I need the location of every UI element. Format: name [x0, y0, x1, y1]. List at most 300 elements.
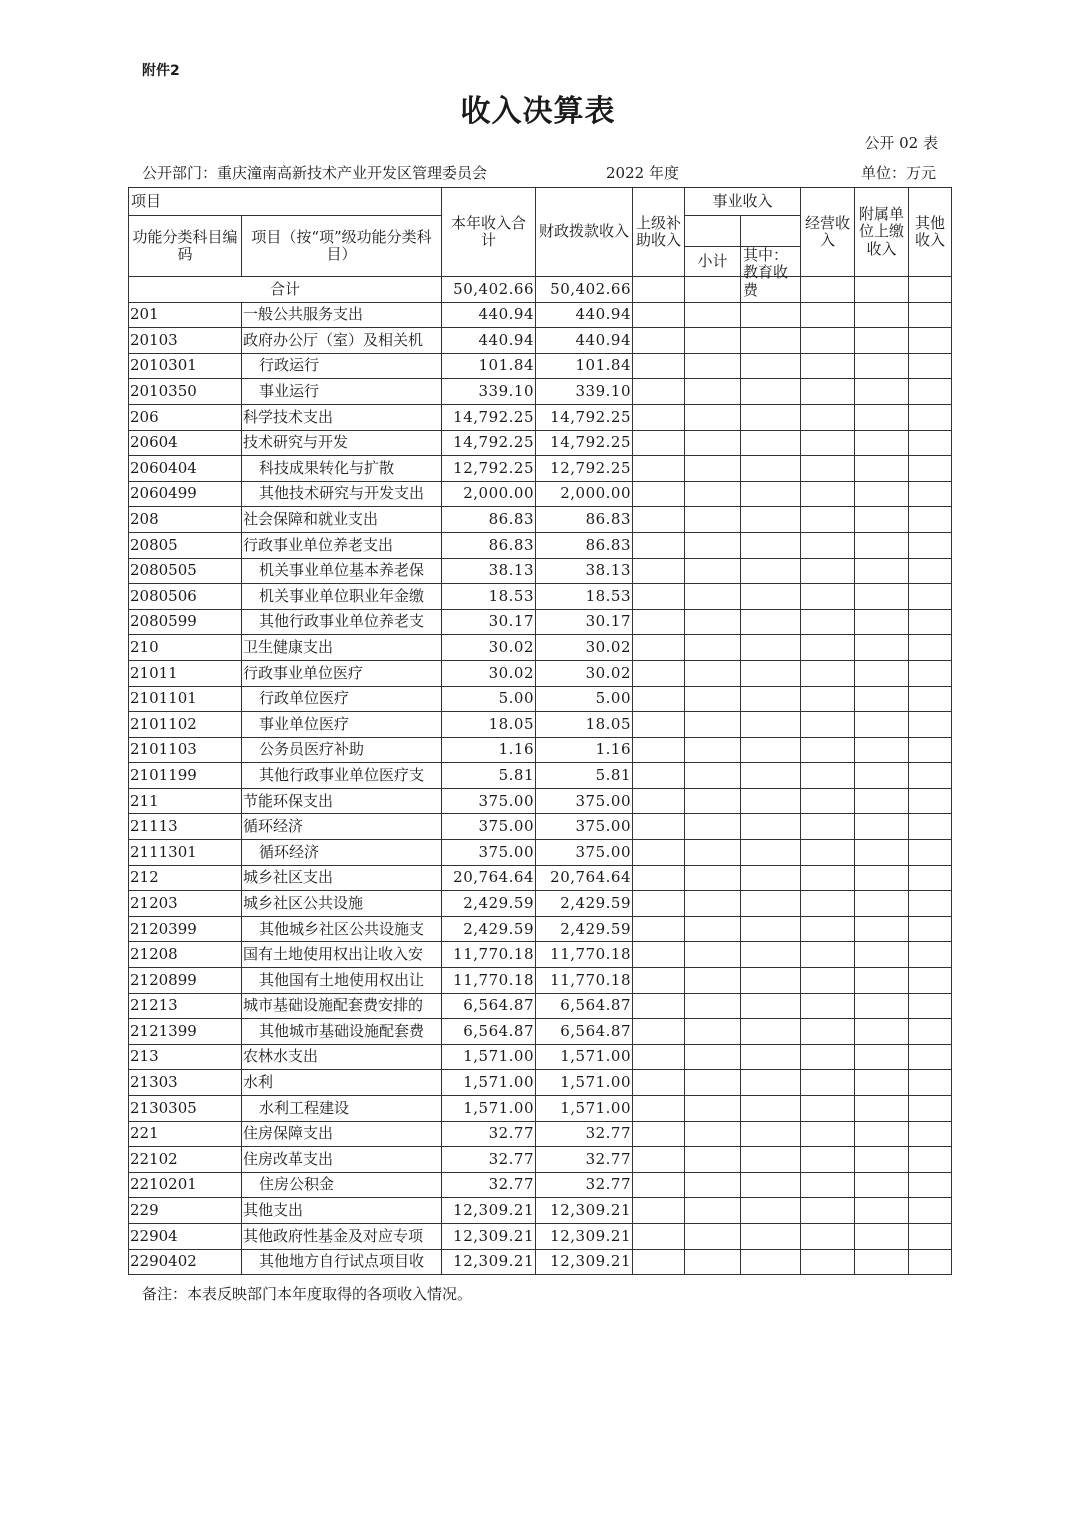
row-subtotal: [685, 660, 741, 686]
row-operating: [801, 609, 855, 635]
row-operating: [801, 507, 855, 533]
row-superior: [633, 532, 685, 558]
row-superior: [633, 1172, 685, 1198]
row-code: 208: [129, 507, 242, 533]
row-name: 循环经济: [242, 814, 442, 840]
row-operating: [801, 1147, 855, 1173]
row-superior: [633, 993, 685, 1019]
row-fiscal: 12,309.21: [536, 1223, 633, 1249]
row-affiliated: [855, 609, 909, 635]
row-code: 2101199: [129, 763, 242, 789]
table-row: [129, 737, 952, 763]
row-other: [909, 712, 952, 738]
row-affiliated: [855, 686, 909, 712]
row-affiliated: [855, 916, 909, 942]
row-edu-fee: [741, 814, 801, 840]
table-row: [129, 404, 952, 430]
row-affiliated: [855, 1019, 909, 1045]
row-other: [909, 1198, 952, 1224]
row-fiscal: 11,770.18: [536, 968, 633, 994]
row-name: 其他地方自行试点项目收: [242, 1249, 442, 1275]
row-edu-fee: [741, 507, 801, 533]
row-superior: [633, 942, 685, 968]
row-name: 其他行政事业单位养老支: [242, 609, 442, 635]
row-subtotal: [685, 430, 741, 456]
row-other: [909, 968, 952, 994]
row-name: 住房公积金: [242, 1172, 442, 1198]
row-subtotal: [685, 635, 741, 661]
row-code: 22102: [129, 1147, 242, 1173]
row-affiliated: [855, 891, 909, 917]
row-operating: [801, 891, 855, 917]
row-operating: [801, 712, 855, 738]
row-superior: [633, 558, 685, 584]
row-name: 其他政府性基金及对应专项: [242, 1223, 442, 1249]
row-subtotal: [685, 968, 741, 994]
row-superior: [633, 353, 685, 379]
row-name: 行政事业单位养老支出: [242, 532, 442, 558]
total-fiscal: 50,402.66: [536, 277, 633, 303]
row-subtotal: [685, 1096, 741, 1122]
row-affiliated: [855, 865, 909, 891]
row-superior: [633, 1223, 685, 1249]
row-name: 其他城市基础设施配套费: [242, 1019, 442, 1045]
row-total: 5.00: [442, 686, 536, 712]
total-row: [129, 277, 952, 303]
row-affiliated: [855, 1096, 909, 1122]
row-name: 科学技术支出: [242, 404, 442, 430]
row-operating: [801, 558, 855, 584]
row-edu-fee: [741, 865, 801, 891]
row-subtotal: [685, 532, 741, 558]
row-code: 2121399: [129, 1019, 242, 1045]
row-code: 213: [129, 1044, 242, 1070]
row-edu-fee: [741, 1198, 801, 1224]
table-row: [129, 456, 952, 482]
page-title: 收入决算表: [460, 94, 616, 129]
row-total: 6,564.87: [442, 993, 536, 1019]
table-row: [129, 865, 952, 891]
row-code: 20805: [129, 532, 242, 558]
row-other: [909, 328, 952, 354]
row-fiscal: 30.17: [536, 609, 633, 635]
row-name: 事业运行: [242, 379, 442, 405]
row-fiscal: 12,309.21: [536, 1249, 633, 1275]
row-operating: [801, 404, 855, 430]
row-operating: [801, 993, 855, 1019]
row-superior: [633, 302, 685, 328]
row-total: 12,792.25: [442, 456, 536, 482]
row-other: [909, 302, 952, 328]
row-name: 节能环保支出: [242, 788, 442, 814]
row-code: 2111301: [129, 840, 242, 866]
table-row: [129, 968, 952, 994]
row-affiliated: [855, 840, 909, 866]
row-operating: [801, 763, 855, 789]
table-row: [129, 1121, 952, 1147]
row-code: 2101102: [129, 712, 242, 738]
row-edu-fee: [741, 609, 801, 635]
row-name: 行政单位医疗: [242, 686, 442, 712]
row-total: 38.13: [442, 558, 536, 584]
row-edu-fee: [741, 788, 801, 814]
row-affiliated: [855, 456, 909, 482]
row-total: 440.94: [442, 302, 536, 328]
table-row: [129, 686, 952, 712]
row-subtotal: [685, 302, 741, 328]
row-superior: [633, 584, 685, 610]
row-subtotal: [685, 481, 741, 507]
row-other: [909, 507, 952, 533]
row-other: [909, 814, 952, 840]
row-subtotal: [685, 1198, 741, 1224]
row-affiliated: [855, 1249, 909, 1275]
row-other: [909, 584, 952, 610]
header-project: 项目: [129, 188, 442, 216]
row-subtotal: [685, 1070, 741, 1096]
row-superior: [633, 1147, 685, 1173]
row-edu-fee: [741, 558, 801, 584]
row-superior: [633, 328, 685, 354]
row-code: 2130305: [129, 1096, 242, 1122]
row-fiscal: 20,764.64: [536, 865, 633, 891]
row-operating: [801, 916, 855, 942]
row-operating: [801, 865, 855, 891]
row-name: 公务员医疗补助: [242, 737, 442, 763]
header-business-spacer2: [741, 216, 801, 247]
row-affiliated: [855, 712, 909, 738]
row-code: 210: [129, 635, 242, 661]
row-operating: [801, 840, 855, 866]
row-edu-fee: [741, 532, 801, 558]
row-code: 21011: [129, 660, 242, 686]
row-superior: [633, 712, 685, 738]
row-name: 科技成果转化与扩散: [242, 456, 442, 482]
row-total: 339.10: [442, 379, 536, 405]
row-fiscal: 32.77: [536, 1121, 633, 1147]
row-superior: [633, 865, 685, 891]
row-name: 技术研究与开发: [242, 430, 442, 456]
header-subtotal: 小计: [685, 247, 741, 277]
header-other: 其他收入: [909, 188, 952, 277]
row-code: 229: [129, 1198, 242, 1224]
row-total: 1,571.00: [442, 1070, 536, 1096]
row-operating: [801, 942, 855, 968]
row-code: 2080505: [129, 558, 242, 584]
row-affiliated: [855, 660, 909, 686]
row-affiliated: [855, 1121, 909, 1147]
row-superior: [633, 379, 685, 405]
row-total: 440.94: [442, 328, 536, 354]
row-total: 12,309.21: [442, 1249, 536, 1275]
table-row: [129, 788, 952, 814]
row-fiscal: 2,429.59: [536, 891, 633, 917]
table-row: [129, 1198, 952, 1224]
table-row: [129, 507, 952, 533]
row-subtotal: [685, 993, 741, 1019]
table-row: [129, 558, 952, 584]
row-superior: [633, 1198, 685, 1224]
row-fiscal: 1,571.00: [536, 1044, 633, 1070]
row-other: [909, 1249, 952, 1275]
row-fiscal: 86.83: [536, 507, 633, 533]
row-code: 2010350: [129, 379, 242, 405]
row-affiliated: [855, 1172, 909, 1198]
row-other: [909, 1147, 952, 1173]
row-operating: [801, 353, 855, 379]
row-other: [909, 1044, 952, 1070]
table-row: [129, 712, 952, 738]
row-other: [909, 1121, 952, 1147]
header-edu-fee: [741, 246, 801, 299]
row-operating: [801, 1249, 855, 1275]
row-edu-fee: [741, 712, 801, 738]
row-superior: [633, 763, 685, 789]
header-business: 事业收入: [685, 188, 801, 216]
row-code: 2120899: [129, 968, 242, 994]
header-edu-fee-text: 其中：教育收费: [743, 246, 789, 299]
row-superior: [633, 1070, 685, 1096]
row-other: [909, 379, 952, 405]
row-total: 18.53: [442, 584, 536, 610]
row-code: 2290402: [129, 1249, 242, 1275]
row-total: 1,571.00: [442, 1096, 536, 1122]
row-superior: [633, 1096, 685, 1122]
row-total: 86.83: [442, 532, 536, 558]
row-name: 机关事业单位职业年金缴: [242, 584, 442, 610]
unit-label: 单位：万元: [860, 164, 936, 182]
row-total: 6,564.87: [442, 1019, 536, 1045]
row-fiscal: 6,564.87: [536, 1019, 633, 1045]
row-superior: [633, 686, 685, 712]
row-edu-fee: [741, 763, 801, 789]
row-superior: [633, 404, 685, 430]
row-edu-fee: [741, 942, 801, 968]
row-code: 21303: [129, 1070, 242, 1096]
row-fiscal: 12,792.25: [536, 456, 633, 482]
row-other: [909, 737, 952, 763]
row-fiscal: 86.83: [536, 532, 633, 558]
row-code: 2101103: [129, 737, 242, 763]
row-total: 5.81: [442, 763, 536, 789]
row-operating: [801, 456, 855, 482]
table-row: [129, 916, 952, 942]
row-fiscal: 375.00: [536, 814, 633, 840]
row-total: 86.83: [442, 507, 536, 533]
table-row: [129, 660, 952, 686]
row-affiliated: [855, 532, 909, 558]
row-superior: [633, 968, 685, 994]
row-operating: [801, 584, 855, 610]
table-row: [129, 814, 952, 840]
row-other: [909, 763, 952, 789]
table-row: [129, 1070, 952, 1096]
row-affiliated: [855, 302, 909, 328]
row-subtotal: [685, 507, 741, 533]
row-subtotal: [685, 942, 741, 968]
row-operating: [801, 430, 855, 456]
header-total: 本年收入合计: [442, 188, 536, 277]
table-row: [129, 302, 952, 328]
row-affiliated: [855, 1147, 909, 1173]
row-total: 12,309.21: [442, 1223, 536, 1249]
row-superior: [633, 1044, 685, 1070]
row-edu-fee: [741, 328, 801, 354]
row-subtotal: [685, 404, 741, 430]
row-code: 20604: [129, 430, 242, 456]
row-code: 20103: [129, 328, 242, 354]
row-subtotal: [685, 328, 741, 354]
row-superior: [633, 737, 685, 763]
row-affiliated: [855, 635, 909, 661]
row-subtotal: [685, 1019, 741, 1045]
table-row: [129, 1044, 952, 1070]
row-fiscal: 38.13: [536, 558, 633, 584]
row-subtotal: [685, 814, 741, 840]
row-subtotal: [685, 584, 741, 610]
row-edu-fee: [741, 635, 801, 661]
table-row: [129, 532, 952, 558]
table-row: [129, 1096, 952, 1122]
row-subtotal: [685, 379, 741, 405]
row-edu-fee: [741, 1070, 801, 1096]
row-subtotal: [685, 353, 741, 379]
row-other: [909, 660, 952, 686]
row-superior: [633, 635, 685, 661]
row-subtotal: [685, 712, 741, 738]
row-total: 2,429.59: [442, 891, 536, 917]
row-superior: [633, 814, 685, 840]
row-fiscal: 440.94: [536, 302, 633, 328]
row-edu-fee: [741, 481, 801, 507]
row-total: 30.02: [442, 660, 536, 686]
row-affiliated: [855, 1198, 909, 1224]
row-superior: [633, 916, 685, 942]
row-subtotal: [685, 558, 741, 584]
row-other: [909, 1223, 952, 1249]
row-superior: [633, 891, 685, 917]
row-subtotal: [685, 686, 741, 712]
row-total: 375.00: [442, 814, 536, 840]
row-subtotal: [685, 737, 741, 763]
row-other: [909, 686, 952, 712]
row-other: [909, 942, 952, 968]
row-subtotal: [685, 916, 741, 942]
row-name: 一般公共服务支出: [242, 302, 442, 328]
row-fiscal: 18.05: [536, 712, 633, 738]
row-operating: [801, 302, 855, 328]
row-total: 1,571.00: [442, 1044, 536, 1070]
row-operating: [801, 635, 855, 661]
row-affiliated: [855, 788, 909, 814]
row-fiscal: 12,309.21: [536, 1198, 633, 1224]
row-operating: [801, 1019, 855, 1045]
row-fiscal: 1,571.00: [536, 1070, 633, 1096]
row-code: 206: [129, 404, 242, 430]
row-total: 30.02: [442, 635, 536, 661]
row-name: 政府办公厅（室）及相关机: [242, 328, 442, 354]
row-other: [909, 456, 952, 482]
row-fiscal: 101.84: [536, 353, 633, 379]
row-subtotal: [685, 1249, 741, 1275]
row-name: 行政运行: [242, 353, 442, 379]
row-superior: [633, 609, 685, 635]
row-fiscal: 2,429.59: [536, 916, 633, 942]
row-name: 社会保障和就业支出: [242, 507, 442, 533]
row-other: [909, 481, 952, 507]
row-edu-fee: [741, 1223, 801, 1249]
row-affiliated: [855, 763, 909, 789]
row-fiscal: 5.81: [536, 763, 633, 789]
table-row: [129, 353, 952, 379]
row-other: [909, 1070, 952, 1096]
row-other: [909, 1172, 952, 1198]
row-fiscal: 14,792.25: [536, 430, 633, 456]
row-other: [909, 532, 952, 558]
row-name: 事业单位医疗: [242, 712, 442, 738]
row-other: [909, 865, 952, 891]
row-name: 行政事业单位医疗: [242, 660, 442, 686]
row-code: 2060404: [129, 456, 242, 482]
row-subtotal: [685, 891, 741, 917]
row-total: 14,792.25: [442, 430, 536, 456]
row-edu-fee: [741, 404, 801, 430]
row-edu-fee: [741, 1172, 801, 1198]
row-operating: [801, 968, 855, 994]
row-subtotal: [685, 1121, 741, 1147]
row-name: 卫生健康支出: [242, 635, 442, 661]
row-superior: [633, 1019, 685, 1045]
row-fiscal: 375.00: [536, 788, 633, 814]
row-affiliated: [855, 737, 909, 763]
row-subtotal: [685, 1172, 741, 1198]
row-affiliated: [855, 353, 909, 379]
row-other: [909, 353, 952, 379]
row-fiscal: 440.94: [536, 328, 633, 354]
row-edu-fee: [741, 302, 801, 328]
row-subtotal: [685, 456, 741, 482]
row-fiscal: 6,564.87: [536, 993, 633, 1019]
row-total: 18.05: [442, 712, 536, 738]
row-other: [909, 430, 952, 456]
row-edu-fee: [741, 430, 801, 456]
row-total: 375.00: [442, 840, 536, 866]
row-name: 其他国有土地使用权出让: [242, 968, 442, 994]
row-edu-fee: [741, 1019, 801, 1045]
row-code: 21213: [129, 993, 242, 1019]
table-row: [129, 379, 952, 405]
row-other: [909, 1096, 952, 1122]
row-affiliated: [855, 379, 909, 405]
row-name: 农林水支出: [242, 1044, 442, 1070]
table-row: [129, 481, 952, 507]
row-name: 其他城乡社区公共设施支: [242, 916, 442, 942]
row-subtotal: [685, 1147, 741, 1173]
row-name: 水利工程建设: [242, 1096, 442, 1122]
row-total: 11,770.18: [442, 968, 536, 994]
row-other: [909, 840, 952, 866]
row-operating: [801, 1198, 855, 1224]
row-total: 32.77: [442, 1147, 536, 1173]
table-row: [129, 1019, 952, 1045]
row-affiliated: [855, 814, 909, 840]
row-affiliated: [855, 1044, 909, 1070]
row-operating: [801, 1172, 855, 1198]
row-edu-fee: [741, 456, 801, 482]
row-name: 住房改革支出: [242, 1147, 442, 1173]
row-other: [909, 1019, 952, 1045]
row-edu-fee: [741, 1044, 801, 1070]
